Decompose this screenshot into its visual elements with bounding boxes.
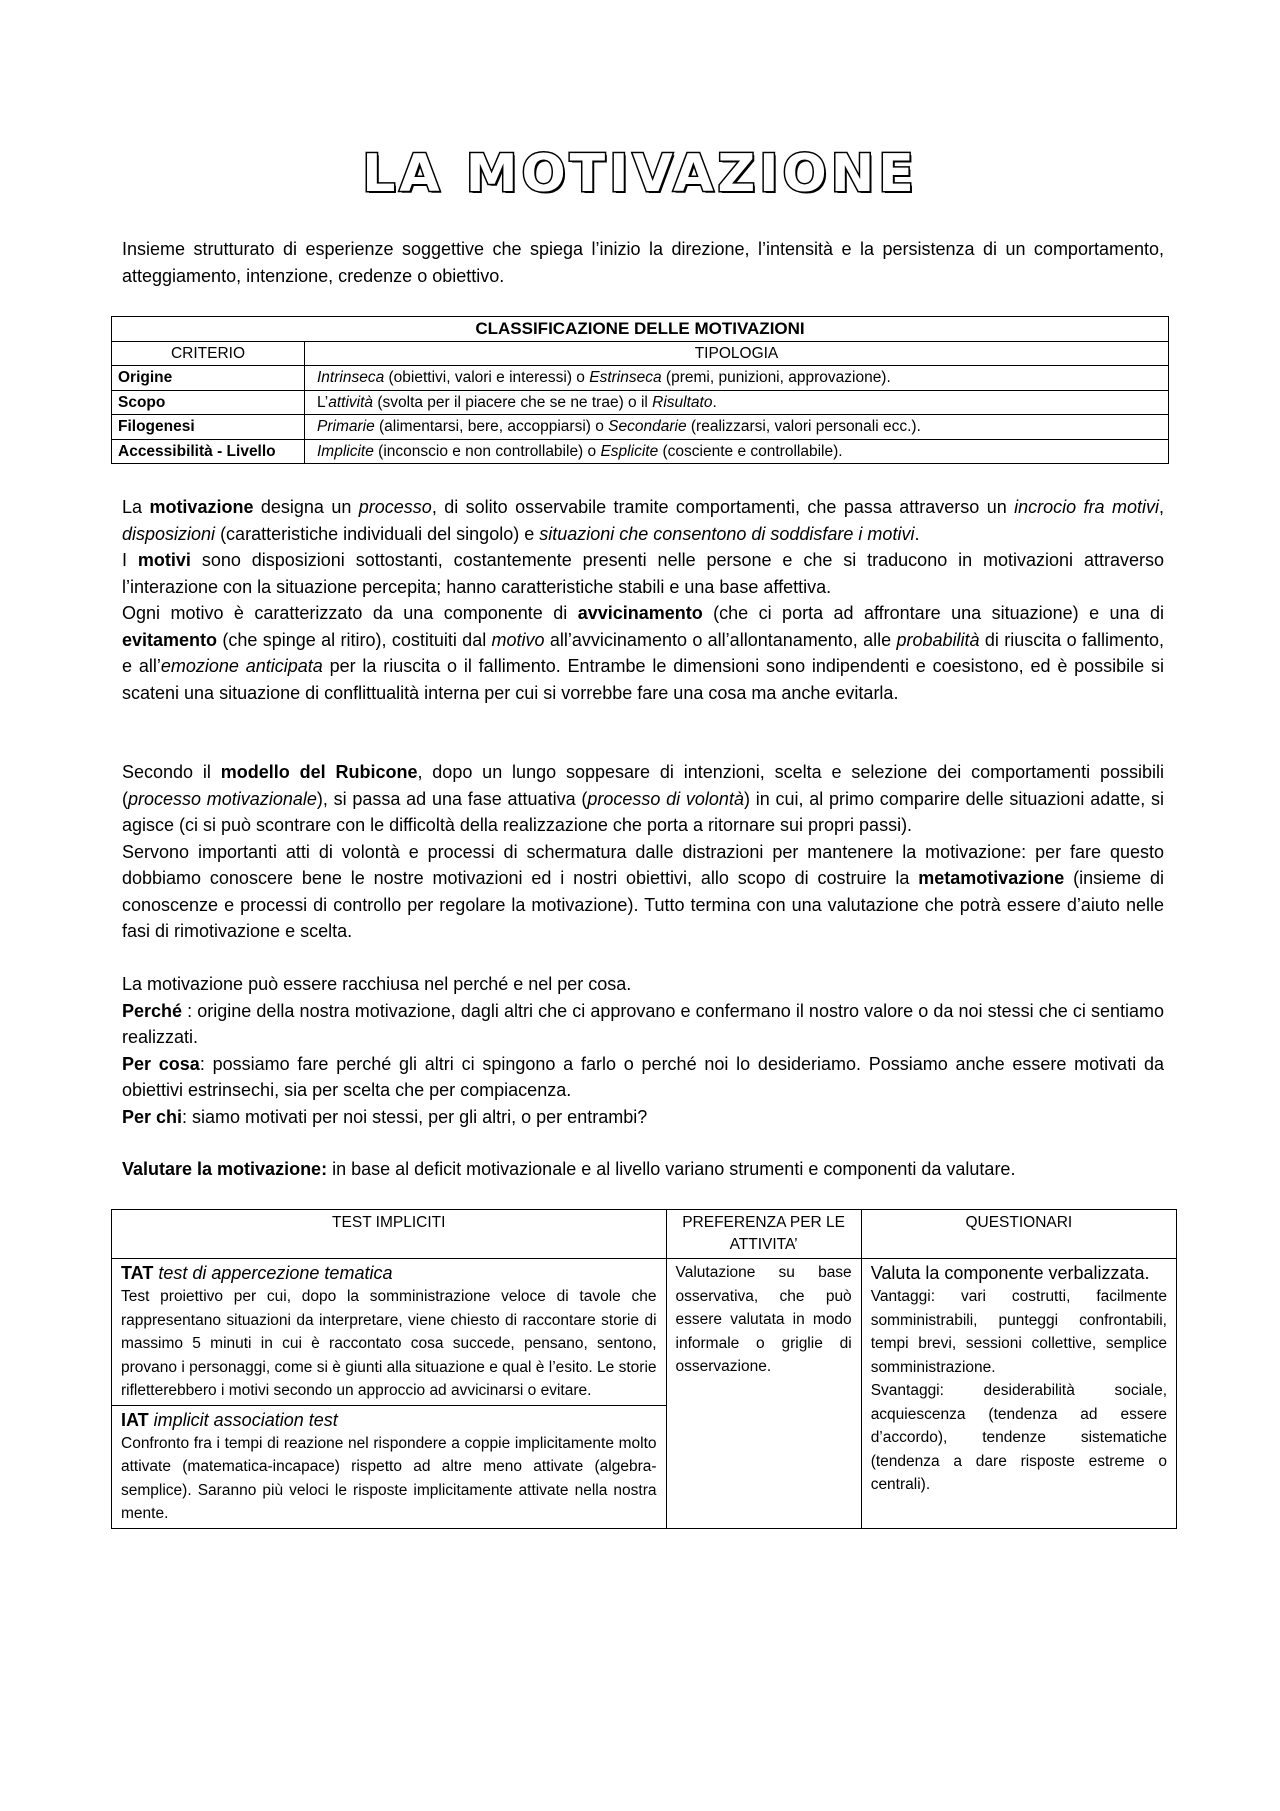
text-run: emozione anticipata [160,656,323,676]
tipologia-text: Intrinseca [317,369,385,387]
tipologia-cell [305,390,1169,415]
text-run: processo [358,497,432,517]
paragraph-perche [122,998,1164,1051]
criterio-cell: Origine [112,366,305,391]
tat-description: Test proiettivo per cui, dopo la somministrazione veloce di tavole che rappresentano situazioni da interpretare, viene chiesto di raccontare storie di massimo 5 minuti in cui è raccontato cosa succede, pensano, sentono, provano i personaggi, come si è giunti alla situazione e qual è l’esito. Le storie rifletterebbero i motivi secondo un approccio ad avvicinarsi o evitare. [121,1288,657,1399]
body-text-block-2 [122,759,1164,945]
tat-cell [112,1259,667,1406]
paragraph-per-chi [122,1104,1164,1131]
text-run: ), si passa ad una fase attuativa ( [316,788,588,809]
text-run: IAT [121,1409,149,1430]
questionari-vantaggi: Vantaggi: vari costrutti, facilmente somministrabili, punteggi confrontabili, tempi brevi, sessioni collettive, semplice somministrazione. [870,1288,1167,1376]
text-run: modello del Rubicone [220,762,418,782]
tipologia-text: (svolta per il piacere che se ne trae) o il [373,393,653,411]
text-run: , di solito osservabile tramite comportamenti, che passa attraverso un [431,497,1015,517]
text-run: : possiamo fare perché gli altri ci spingono a farlo o perché noi lo desideriamo. Possiamo anche essere motivati da obiettivi estrinsechi, sia per scelta che per compiacenza. [122,1053,1164,1100]
tipologia-text: (cosciente e controllabile). [658,442,843,460]
paragraph-rubicone [122,759,1164,839]
text-run: implicit association test [148,1409,338,1430]
text-run: Secondo il [122,762,221,782]
text-run: situazioni che consentono di soddisfare i motivi [539,523,915,544]
tipologia-text: Esplicite [600,442,659,460]
paragraph-avvicinamento [122,600,1164,706]
text-run: Perché [122,1000,183,1021]
text-run: motivazione [149,497,254,517]
questionari-main: Valuta la componente verbalizzata. [870,1263,1150,1283]
text-run: per la riuscita o il fallimento. Entrambe le dimensioni sono indipendenti e coesistono, ed è possibile si scateni una situazione di conflittualità interna per cui si vorrebbe fare una cosa ma anche evitarla. [122,656,1164,703]
page-title: LA MOTIVAZIONE [362,144,918,204]
tipologia-text: . [712,393,717,411]
text-run: I [122,550,138,570]
text-run: TAT [121,1263,154,1283]
text-run: disposizioni [122,523,216,544]
tipologia-text: Primarie [317,418,375,436]
text-run: Per chi [122,1106,183,1127]
classification-title-row [112,317,1169,342]
table-row [112,366,1169,391]
text-run: (che spinge al ritiro), costituiti dal [217,629,492,650]
text-run: sono disposizioni sottostanti, costantemente presenti nelle persone e che si traducono in motivazioni attraverso l’interazione con la situazione percepita; hanno caratteristiche stabili e una base affettiva. [122,550,1164,597]
table-row [112,1259,1177,1406]
intro-text: Insieme strutturato di esperienze soggettive che spiega l’inizio la direzione, l’intensità e la persistenza di un comportamento, atteggiamento, intenzione, credenze o obiettivo. [122,239,1164,286]
paragraph-valutare [122,1156,1164,1183]
text-run: ) in cui, al primo comparire delle situazioni adatte, si agisce (ci si può scontrare con le difficoltà della realizzazione che porta a ritornare sui propri passi). [122,788,1164,835]
tipologia-text: L’ [317,393,329,411]
questionari-cell [861,1259,1176,1529]
table-row [112,390,1169,415]
text-run: : origine della nostra motivazione, dagli altri che ci approvano e confermano il nostro valore o da noi stessi che ci sentiamo realizzati. [122,1000,1164,1047]
tipologia-cell [305,439,1169,464]
preferenza-cell [666,1259,861,1529]
text-run: all’avvicinamento o all’allontanamento, alle [544,629,897,650]
questionari-svantaggi: Svantaggi: desiderabilità sociale, acquiescenza (tendenza ad essere d’accordo), tendenze sistematiche (tendenza a dare risposte estreme o centrali). [870,1382,1167,1493]
body-text-block-3 [122,971,1164,1130]
text-run: di riuscita o fallimento, e all’ [122,629,1164,676]
text-run: La [122,497,150,517]
col-tipologia: TIPOLOGIA [305,341,1169,366]
tipologia-text: Implicite [317,442,374,460]
text-run: Ogni motivo è caratterizzato da una componente di [122,603,578,623]
classification-header-row [112,341,1169,366]
table-row [112,439,1169,464]
tipologia-text: attività [328,393,374,411]
preferenza-description: Valutazione su base osservativa, che può essere valutata in modo informale o griglie di osservazione. [675,1264,852,1375]
text-run: test di appercezione tematica [153,1263,393,1283]
header-preferenza: PREFERENZA PER LE ATTIVITA’ [666,1210,861,1259]
paragraph-racchiusa: La motivazione può essere racchiusa nel perché e nel per cosa. [122,974,632,994]
text-run: incrocio fra motivi [1014,497,1159,517]
iat-title [121,1408,657,1432]
text-run: (caratteristiche individuali del singolo) e [215,523,540,544]
text-run: , [1158,497,1164,517]
evaluation-table [111,1209,1177,1529]
text-run: Valutare la motivazione: [122,1159,328,1179]
text-run: (insieme di conoscenze e processi di controllo per regolare la motivazione). Tutto termina con una valutazione che potrà essere d’aiuto nelle fasi di rimotivazione e scelta. [122,868,1165,941]
tipologia-cell [305,415,1169,440]
text-run: Servono importanti atti di volontà e processi di schermatura dalle distrazioni per mantenere la motivazione: per fare questo dobbiamo conoscere bene le nostre motivazioni ed i nostri obiettivi, allo scopo di costruire la [122,841,1164,888]
intro-paragraph [122,236,1164,289]
text-run: designa un [253,497,359,517]
text-run: : siamo motivati per noi stessi, per gli altri, o per entrambi? [182,1106,648,1127]
paragraph-motivi [122,547,1164,600]
text-run: probabilità [896,629,980,650]
tipologia-text: (alimentarsi, bere, accoppiarsi) o [374,418,609,436]
text-run: motivi [137,550,191,570]
body-text-block-1 [122,494,1164,706]
iat-cell [112,1405,667,1528]
text-run: processo motivazionale [128,788,317,809]
tipologia-text: (obiettivi, valori e interessi) o [384,369,590,387]
header-test-impliciti: TEST IMPLICITI [112,1210,667,1259]
col-criterio: CRITERIO [112,341,305,366]
title-wrap [0,144,1280,204]
tipologia-text: Estrinseca [589,369,662,387]
paragraph-motivazione [122,494,1164,547]
paragraph-metamotivazione [122,839,1164,945]
classification-title: CLASSIFICAZIONE DELLE MOTIVAZIONI [112,317,1169,342]
text-run: metamotivazione [918,868,1065,888]
tipologia-text: (inconscio e non controllabile) o [373,442,601,460]
evaluation-header-row [112,1210,1177,1259]
tat-title [121,1261,657,1285]
text-run: motivo [491,629,545,650]
tipologia-text: (realizzarsi, valori personali ecc.). [686,418,921,436]
text-run: (che ci porta ad affrontare una situazione) e una di [702,603,1164,623]
header-questionari: QUESTIONARI [861,1210,1176,1259]
text-run: , dopo un lungo soppesare di intenzioni, scelta e selezione dei comportamenti possibili ( [122,762,1164,809]
text-run: processo di volontà [587,788,744,809]
criterio-cell: Accessibilità - Livello [112,439,305,464]
table-row [112,415,1169,440]
tipologia-text: Risultato [652,393,713,411]
tipologia-cell [305,366,1169,391]
text-run: . [914,523,920,544]
criterio-cell: Scopo [112,390,305,415]
text-run: avvicinamento [577,603,703,623]
paragraph-per-cosa [122,1051,1164,1104]
text-run: Per cosa [122,1053,200,1074]
classification-table [111,316,1169,464]
body-text-block-4 [122,1156,1164,1183]
criterio-cell: Filogenesi [112,415,305,440]
tipologia-text: Secondarie [608,418,687,436]
iat-description: Confronto fra i tempi di reazione nel rispondere a coppie implicitamente molto attivate (matematica-incapace) rispetto ad altre meno attivate (algebra-semplice). Saranno più veloci le risposte implicitamente attivate nella nostra mente. [121,1434,657,1522]
text-run: evitamento [122,629,218,650]
text-run: in base al deficit motivazionale e al livello variano strumenti e componenti da valutare. [327,1159,1016,1179]
tipologia-text: (premi, punizioni, approvazione). [661,369,891,387]
